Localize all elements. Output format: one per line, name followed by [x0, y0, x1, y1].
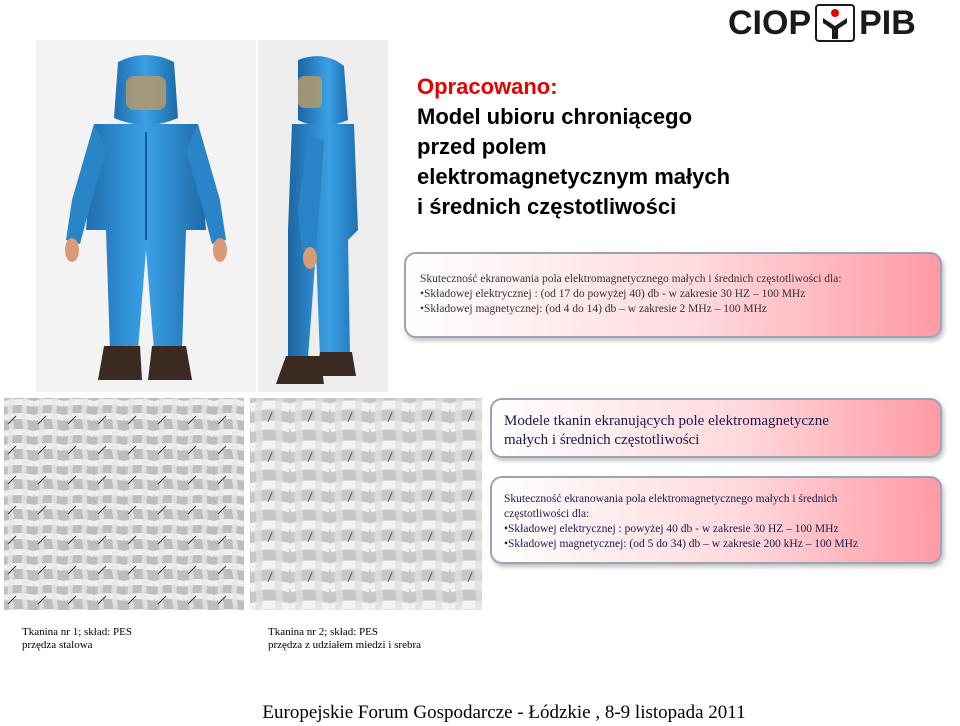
- headline-line: i średnich częstotliwości: [417, 194, 677, 219]
- caption-line: przędza stalowa: [22, 639, 93, 651]
- headline-line: przed polem: [417, 134, 547, 159]
- fabric-1-photo: [4, 398, 244, 610]
- person-emblem-icon: [815, 4, 855, 42]
- info-line: Skuteczność ekranowania pola elektromagnetycznego małych i średnich częstotliwości dla:: [420, 273, 842, 285]
- info-line: •Składowej elektrycznej : powyżej 40 db - w zakresie 30 HZ – 100 MHz: [504, 523, 839, 535]
- info-line: •Składowej elektrycznej : (od 17 do powyżej 40) db - w zakresie 30 HZ – 100 MHz: [420, 288, 806, 300]
- info-line: Skuteczność ekranowania pola elektromagnetycznego małych i średnich: [504, 493, 838, 505]
- footer: [0, 702, 960, 724]
- logo-text-left: CIOP: [728, 4, 812, 42]
- ciop-pib-logo: [728, 4, 958, 42]
- caption-line: przędza z udziałem miedzi i srebra: [268, 639, 422, 651]
- protective-suit-side-photo: [258, 40, 388, 392]
- headline: [417, 72, 917, 222]
- info-line: •Składowej magnetycznej: (od 5 do 34) db – w zakresie 200 kHz – 100 MHz: [504, 538, 859, 550]
- protective-suit-front-photo: [36, 40, 256, 392]
- info-line: częstotliwości dla:: [504, 508, 590, 520]
- title-line: małych i średnich częstotliwości: [504, 432, 700, 448]
- fabric-2-photo: [250, 398, 482, 610]
- title-line: Modele tkanin ekranujących pole elektromagnetyczne: [504, 413, 829, 429]
- fabric-1-caption: [22, 626, 132, 652]
- caption-line: Tkanina nr 2; skład: PES: [268, 626, 378, 638]
- info-line: •Składowej magnetycznej: (od 4 do 14) db – w zakresie 2 MHz – 100 MHz: [420, 303, 768, 315]
- headline-line: elektromagnetycznym małych: [417, 164, 731, 189]
- headline-label: Opracowano:: [417, 74, 558, 99]
- fabric-shielding-info-box: [490, 476, 942, 564]
- fabric-2-caption: [268, 626, 421, 652]
- suit-shielding-info-box: [404, 252, 942, 338]
- fabric-models-title-box: [490, 398, 942, 458]
- headline-line: Model ubioru chroniącego: [417, 104, 693, 129]
- footer-text: Europejskie Forum Gospodarcze - Łódzkie , 8-9 listopada 2011: [262, 702, 746, 723]
- logo-text-right: PIB: [859, 4, 916, 42]
- caption-line: Tkanina nr 1; skład: PES: [22, 626, 132, 638]
